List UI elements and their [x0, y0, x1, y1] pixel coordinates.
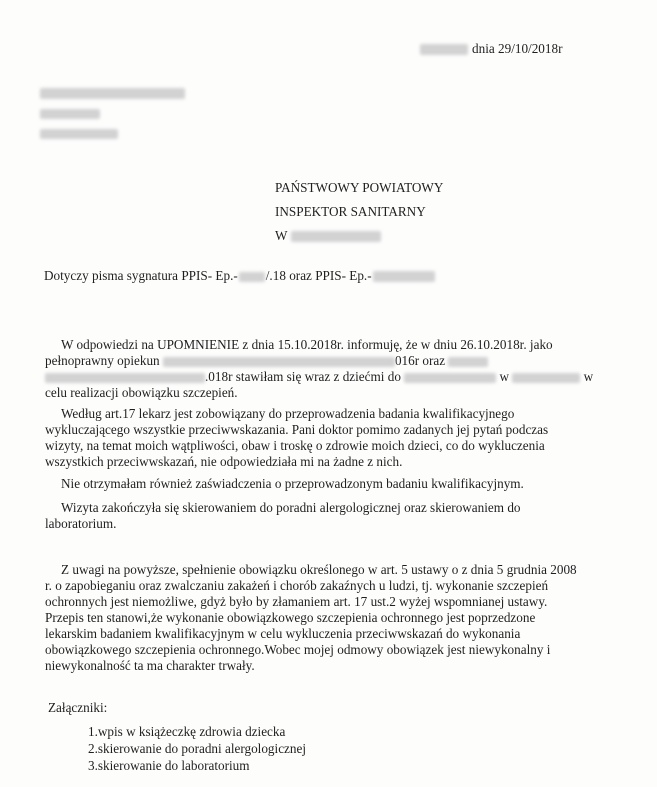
- recipient-line-2: INSPEKTOR SANITARNY: [275, 204, 426, 219]
- redacted-guardian-details: [163, 357, 395, 367]
- redacted-clinic-city: [512, 373, 580, 383]
- redacted-sender-street: [40, 109, 100, 119]
- recipient-block: [275, 176, 443, 248]
- paragraph-5: Z uwagi na powyższe, spełnienie obowiązku określonego w art. 5 ustawy o z dnia 5 grudnia 2008 r. o zapobieganiu oraz zwalczaniu zakażeń i chorób zakaźnych u ludzi, tj. wykonanie szczepień ochronnych jest niemożliwe, gdyż było by złamaniem art. 17 ust.2 wyżej wspomnianej ustawy. Przepis ten stanowi,że wykonanie obowiązkowego szczepienia ochronnego jest poprzedzone lekarskim badaniem kwalifikacyjnym w celu wykluczenia przeciwwskazań do wykonania obowiązkowego szczepienia ochronnego.Wobec mojej odmowy obowiązek jest niewykonalny i niewykonalność ta ma charakter trwały.: [45, 562, 577, 673]
- redacted-ref-2: [373, 271, 435, 282]
- attachment-item: 2.skierowanie do poradni alergologicznej: [88, 741, 307, 756]
- redacted-place: [420, 44, 468, 55]
- redacted-child-details: [448, 357, 488, 367]
- attachments-heading: Załączniki:: [48, 700, 108, 715]
- redacted-city: [291, 231, 381, 242]
- redacted-child-details-2: [45, 373, 205, 383]
- attachments-list: [88, 723, 306, 774]
- redacted-ref-1: [239, 272, 265, 282]
- subject-line: Dotyczy pisma sygnatura PPIS- Ep.- /.18 oraz PPIS- Ep.-: [44, 268, 435, 284]
- recipient-line-3: W: [275, 224, 443, 248]
- attachment-item: 1.wpis w książeczkę zdrowia dziecka: [88, 724, 286, 739]
- paragraph-3: Nie otrzymałam również zaświadczenia o przeprowadzonym badaniu kwalifikacyjnym.: [61, 476, 524, 491]
- paragraph-1: W odpowiedzi na UPOMNIENIE z dnia 15.10.2018r. informuję, że w dniu 26.10.2018r. jako pełnoprawny opiekun 016r oraz .018r stawiłam się wraz z dziećmi do w w celu realizacji obowiązku szczepień.: [45, 337, 594, 400]
- recipient-line-1: PAŃSTWOWY POWIATOWY: [275, 180, 444, 195]
- sender-block: [40, 88, 185, 139]
- redacted-clinic: [404, 373, 496, 383]
- date-line: [420, 41, 562, 57]
- paragraph-2: Według art.17 lekarz jest zobowiązany do przeprowadzenia badania kwalifikacyjnego wykluczającego wszystkie przeciwwskazania. Pani doktor pomimo zadanych jej pytań podczas wizyty, na temat moich wątpliwości, obaw i troskę o zdrowie moich dzieci, co do wykluczenia wszystkich przeciwwskazań, nie odpowiedziała mi na żadne z nich.: [45, 406, 549, 469]
- paragraph-4: Wizyta zakończyła się skierowaniem do poradni alergologicznej oraz skierowaniem do laboratorium.: [45, 500, 521, 531]
- attachment-item: 3.skierowanie do laboratorium: [88, 758, 250, 773]
- letter-date: dnia 29/10/2018r: [472, 41, 563, 56]
- redacted-sender-city: [40, 129, 118, 139]
- redacted-sender-name: [40, 88, 185, 99]
